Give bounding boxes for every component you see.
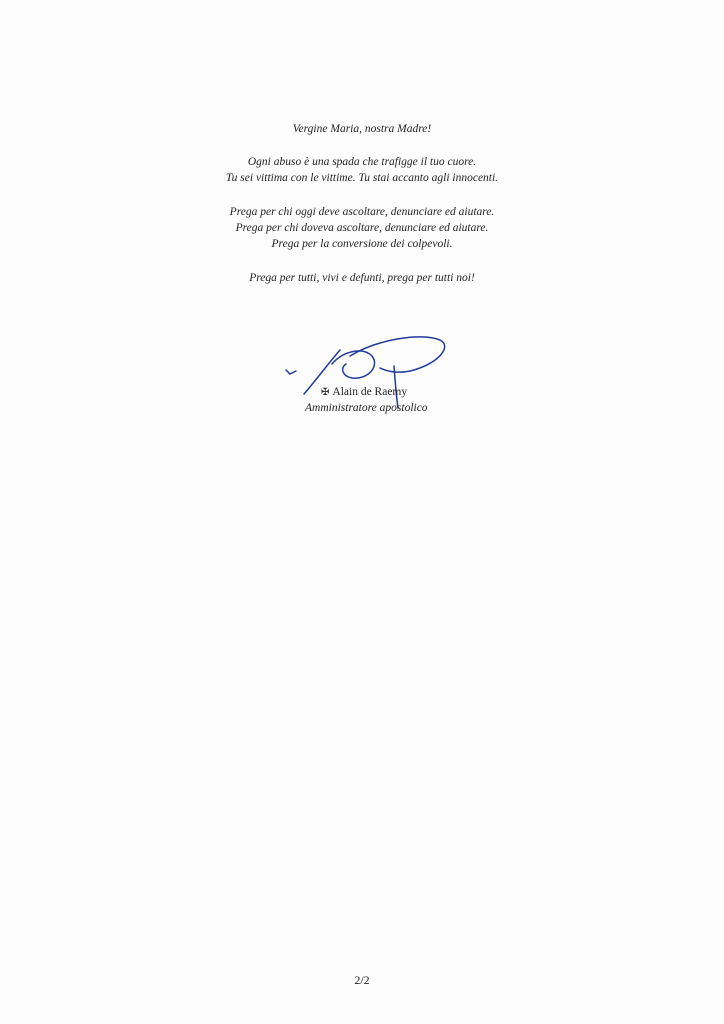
signature-stroke-arc [350,337,445,372]
signature-stroke-loop [332,351,375,378]
page-number: 2/2 [354,973,370,987]
greeting-line: Vergine Maria, nostra Madre! [292,123,432,135]
handwritten-signature [280,328,460,413]
signatory-name [321,386,407,398]
prayer-paragraph-1 [0,154,724,186]
signatory-role: Amministratore apostolico [305,402,428,414]
paragraph-3-line-1: Prega per tutti, vivi e defunti, prega per tutti noi! [249,272,475,284]
signatory-name-text: Alain de Raemy [332,386,408,398]
paragraph-1-line-2: Tu sei vittima con le vittime. Tu stai accanto agli innocenti. [225,172,499,184]
prayer-greeting [0,121,724,137]
signature-stroke-hook [286,370,296,374]
cross-icon: ✠ [321,387,330,398]
prayer-paragraph-2 [0,204,724,252]
prayer-paragraph-3 [0,270,724,286]
paragraph-1-line-1: Ogni abuso è una spada che trafigge il tuo cuore. [247,156,477,168]
paragraph-2-line-3: Prega per la conversione dei colpevoli. [271,238,453,250]
paragraph-2-line-1: Prega per chi oggi deve ascoltare, denunciare ed aiutare. [229,206,495,218]
paragraph-2-line-2: Prega per chi doveva ascoltare, denunciare ed aiutare. [235,222,489,234]
